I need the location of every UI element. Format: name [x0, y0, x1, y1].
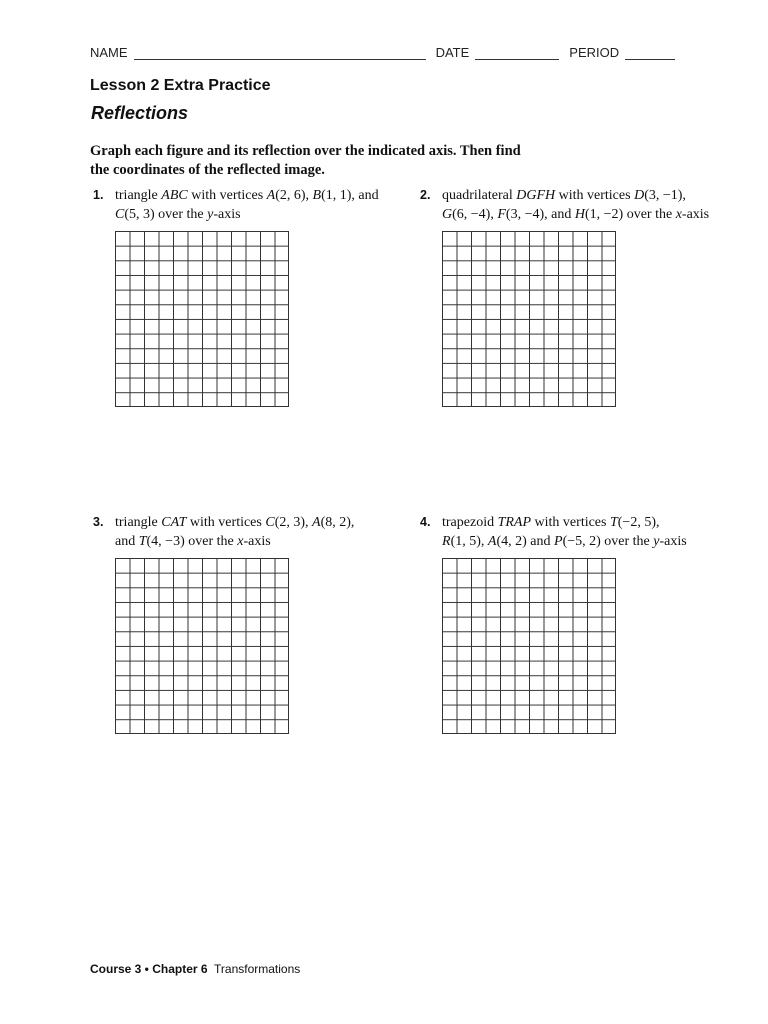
lesson-subtitle: Reflections	[91, 103, 189, 123]
problem-2	[420, 186, 750, 224]
date-blank[interactable]	[475, 48, 559, 60]
footer-course: Course 3 • Chapter 6	[90, 962, 208, 976]
problem-line-2: and T(4, −3) over the x-axis	[115, 534, 271, 549]
graph-grid-3[interactable]	[115, 558, 289, 734]
period-label: PERIOD	[569, 45, 620, 60]
problem-number: 1.	[93, 188, 104, 202]
problem-line-1: trapezoid TRAP with vertices T(−2, 5),	[442, 515, 660, 530]
date-label: DATE	[435, 45, 470, 60]
instructions-line-1: Graph each figure and its reflection over the indicated axis. Then find	[90, 143, 521, 159]
graph-grid-1[interactable]	[115, 231, 289, 407]
problem-line-1: triangle CAT with vertices C(2, 3), A(8, 2),	[115, 515, 355, 530]
name-label: NAME	[90, 45, 128, 60]
footer-topic: Transformations	[214, 962, 301, 976]
problem-number: 3.	[93, 515, 104, 529]
problem-line-2: C(5, 3) over the y-axis	[115, 207, 241, 222]
problem-1	[93, 186, 413, 224]
problem-number: 4.	[420, 515, 431, 529]
instructions	[90, 142, 560, 180]
problem-line-1: quadrilateral DGFH with vertices D(3, −1),	[442, 188, 686, 203]
page-footer	[90, 962, 300, 976]
graph-grid-4[interactable]	[442, 558, 616, 734]
problem-line-2: R(1, 5), A(4, 2) and P(−5, 2) over the y-axis	[442, 534, 687, 549]
problem-4	[420, 513, 750, 551]
problem-3	[93, 513, 413, 551]
name-blank[interactable]	[134, 48, 426, 60]
problem-number: 2.	[420, 188, 431, 202]
problem-line-1: triangle ABC with vertices A(2, 6), B(1, 1), and	[115, 188, 379, 203]
graph-grid-2[interactable]	[442, 231, 616, 407]
problem-line-2: G(6, −4), F(3, −4), and H(1, −2) over the x-axis	[442, 207, 710, 222]
instructions-line-2: the coordinates of the reflected image.	[90, 162, 325, 178]
lesson-title: Lesson 2 Extra Practice	[90, 77, 271, 94]
period-blank[interactable]	[625, 48, 675, 60]
student-info-header	[90, 45, 680, 60]
